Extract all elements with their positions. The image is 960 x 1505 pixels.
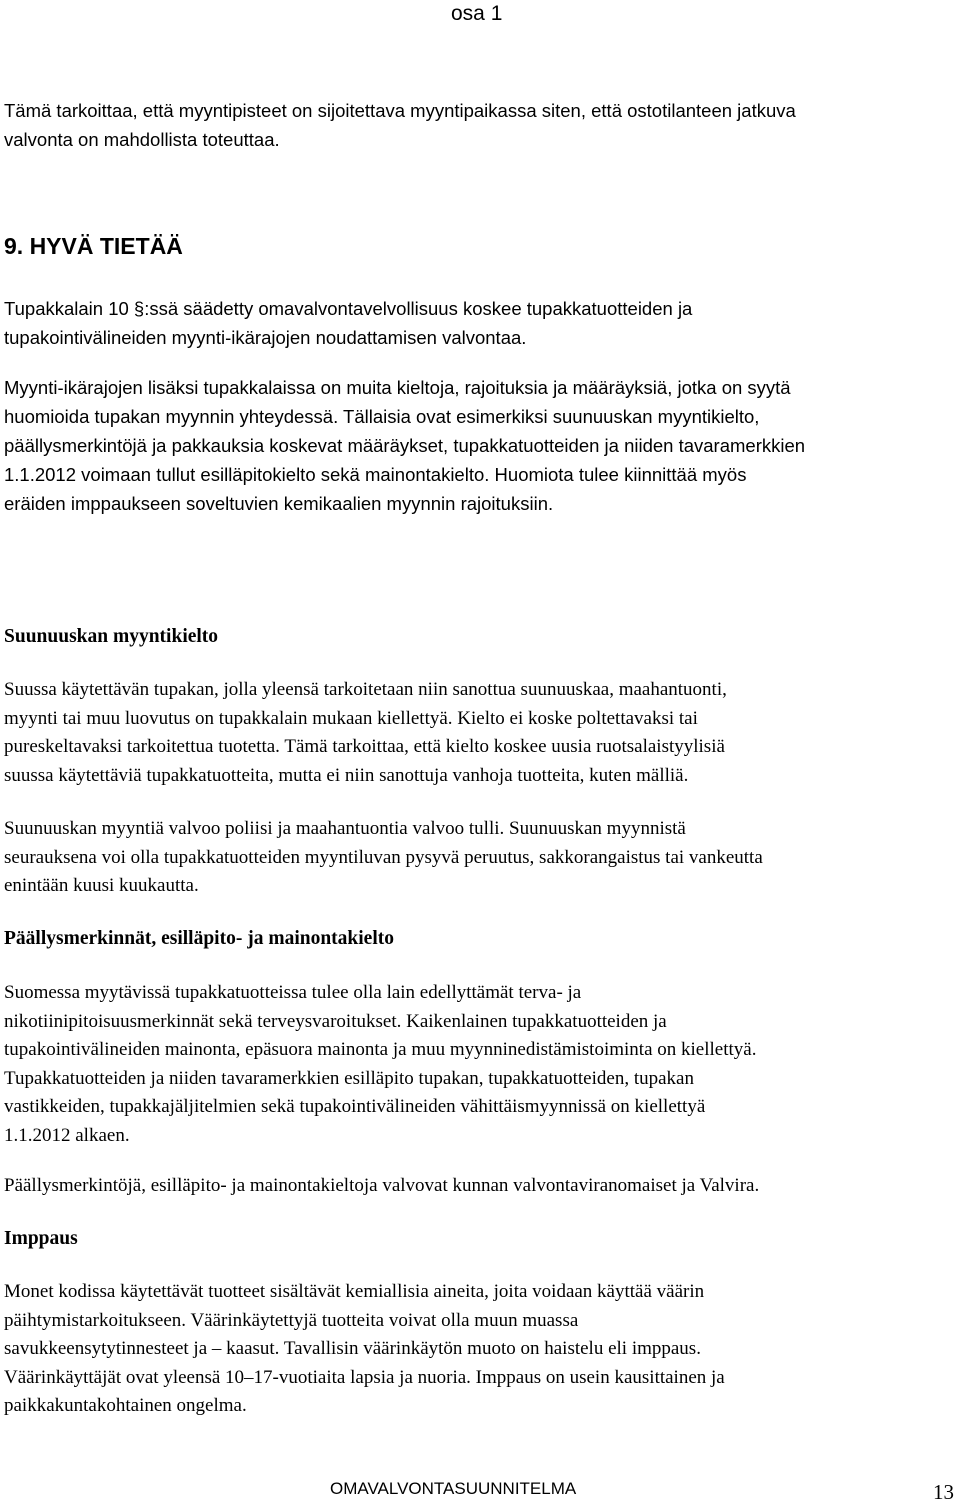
labelling-paragraph-2 <box>4 1172 959 1201</box>
paragraph-line: vastikkeiden, tupakkajäljitelmien sekä tupakointivälineiden vähittäismyynnissä on kiellettyä <box>4 1096 706 1117</box>
page-header-part: osa 1 <box>451 2 503 25</box>
section-heading-9: 9. HYVÄ TIETÄÄ <box>4 233 183 259</box>
section-heading-labelling: Päällysmerkinnät, esilläpito- ja mainontakielto <box>4 928 394 949</box>
paragraph-line: eräiden imppaukseen soveltuvien kemikaalien myynnin rajoituksiin. <box>4 493 554 514</box>
footer-title: OMAVALVONTASUUNNITELMA <box>330 1479 577 1498</box>
paragraph-line: Suussa käytettävän tupakan, jolla yleensä tarkoitetaan niin sanottua suunuuskaa, maahantuonti, <box>4 679 727 700</box>
footer-page-number: 13 <box>933 1480 954 1504</box>
snus-paragraph-2 <box>4 815 959 901</box>
paragraph-line: myynti tai muu luovutus on tupakkalain mukaan kiellettyä. Kielto ei koske poltettavaksi tai <box>4 707 698 729</box>
paragraph-line: enintään kuusi kuukautta. <box>4 875 199 896</box>
paragraph-line: paikkakuntakohtainen ongelma. <box>4 1395 247 1416</box>
paragraph-line: Tupakkatuotteiden ja niiden tavaramerkkien esilläpito tupakan, tupakkatuotteiden, tupakan <box>4 1067 694 1089</box>
paragraph-line: suussa käytettäviä tupakkatuotteita, mutta ei niin sanottuja vanhoja tuotteita, kuten mälliä. <box>4 764 689 786</box>
huffing-paragraph-1 <box>4 1278 959 1421</box>
paragraph-line: päihtymistarkoitukseen. Väärinkäytettyjä tuotteita voivat olla muun muassa <box>4 1309 579 1331</box>
labelling-paragraph-1 <box>4 979 959 1150</box>
paragraph-line: päällysmerkintöjä ja pakkauksia koskevat määräykset, tupakkatuotteiden ja niiden tavaramerkkien <box>4 435 806 456</box>
paragraph-line: Väärinkäyttäjät ovat yleensä 10–17-vuotiaita lapsia ja nuoria. Imppaus on usein kausittainen ja <box>4 1366 725 1388</box>
paragraph-line: Suomessa myytävissä tupakkatuotteissa tulee olla lain edellyttämät terva- ja <box>4 982 582 1003</box>
intro-paragraph <box>4 96 959 154</box>
section9-paragraph-2 <box>4 373 959 518</box>
paragraph-line: Myynti-ikärajojen lisäksi tupakkalaissa on muita kieltoja, rajoituksia ja määräyksiä, jotka on syytä <box>4 377 791 398</box>
paragraph-line: savukkeensytytinnesteet ja – kaasut. Tavallisin väärinkäytön muoto on haistelu eli imppaus. <box>4 1338 701 1359</box>
section9-paragraph-1 <box>4 294 959 352</box>
paragraph-line: Suunuuskan myyntiä valvoo poliisi ja maahantuontia valvoo tulli. Suunuuskan myynnistä <box>4 818 686 839</box>
paragraph-line: nikotiinipitoisuusmerkinnät sekä terveysvaroitukset. Kaikenlainen tupakkatuotteiden ja <box>4 1010 667 1032</box>
intro-line: Tämä tarkoittaa, että myyntipisteet on sijoitettava myyntipaikassa siten, että ostotilanteen jatkuva <box>4 100 796 121</box>
snus-paragraph-1 <box>4 676 959 790</box>
section-heading-snus: Suunuuskan myyntikielto <box>4 626 219 647</box>
paragraph-line: Tupakkalain 10 §:ssä säädetty omavalvontavelvollisuus koskee tupakkatuotteiden ja <box>4 298 693 319</box>
paragraph-line: 1.1.2012 alkaen. <box>4 1124 130 1146</box>
intro-line: valvonta on mahdollista toteuttaa. <box>4 129 280 150</box>
section-heading-huffing: Imppaus <box>4 1228 78 1249</box>
paragraph-line: 1.1.2012 voimaan tullut esilläpitokielto sekä mainontakielto. Huomiota tulee kiinnittää myös <box>4 464 747 485</box>
paragraph-line: Monet kodissa käytettävät tuotteet sisältävät kemiallisia aineita, joita voidaan käyttää väärin <box>4 1281 705 1302</box>
paragraph-line: seurauksena voi olla tupakkatuotteiden myyntiluvan pysyvä peruutus, sakkorangaistus tai vankeutta <box>4 846 763 868</box>
paragraph-line: Päällysmerkintöjä, esilläpito- ja mainontakieltoja valvovat kunnan valvontaviranomaiset ja Valvira. <box>4 1175 760 1196</box>
paragraph-line: tupakointivälineiden myynti-ikärajojen noudattamisen valvontaa. <box>4 327 527 348</box>
paragraph-line: huomioida tupakan myynnin yhteydessä. Tällaisia ovat esimerkiksi suunuuskan myyntikielto, <box>4 406 760 427</box>
paragraph-line: tupakointivälineiden mainonta, epäsuora mainonta ja muu myynninedistämistoiminta on kiellettyä. <box>4 1039 757 1060</box>
paragraph-line: pureskeltavaksi tarkoitettua tuotetta. Tämä tarkoittaa, että kielto koskee uusia ruotsalaistyylisiä <box>4 736 725 757</box>
